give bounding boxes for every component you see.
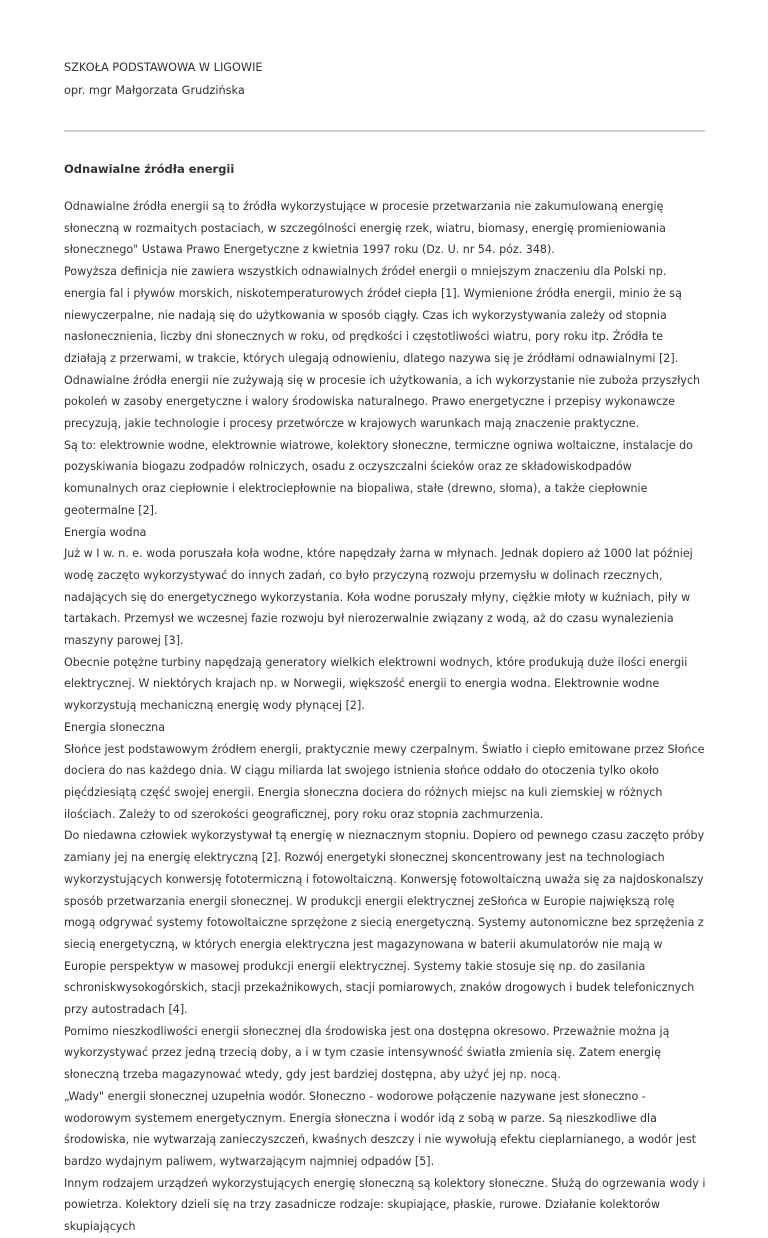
article-body <box>64 196 706 1238</box>
paragraph: Pomimo nieszkodliwości energii słonecznej dla środowiska jest ona dostępna okresowo. Przeważnie można ją wykorzystywać przez jedną trzecią doby, a i w tym czasie intensywność światła zmienia się. Zatem energię słoneczną trzeba magazynować wtedy, gdy jest bardziej dostępna, aby użyć jej np. nocą. <box>64 1024 670 1082</box>
section-heading-energia-sloneczna: Energia słoneczna <box>64 720 166 734</box>
paragraph: Obecnie potężne turbiny napędzają generatory wielkich elektrowni wodnych, które produkują duże ilości energii elektrycznej. W niektórych krajach np. w Norwegii, większość energii to energia wodna. Elektrownie wodne wykorzystują mechaniczną energię wody płynącej [2]. <box>64 655 688 713</box>
document-page <box>64 56 706 1238</box>
paragraph: Powyższa definicja nie zawiera wszystkich odnawialnych źródeł energii o mniejszym znaczeniu dla Polski np. energia fal i pływów morskich, niskotemperaturowych źródeł ciepła [1]. Wymienione źródła energii, minio że są niewyczerpalne, nie nadają się do użytkowania w sposób ciągły. Czas ich wykorzystywania zależy od stopnia nasłonecznienia, liczby dni słonecznych w roku, od prędkości i częstotliwości wiatru, pory roku itp. Źródła te działają z przerwami, w trakcie, których ulegają odnowieniu, dlatego nazywa się je źródłami odnawialnymi [2]. Odnawialne źródła energii nie zużywają się w procesie ich użytkowania, a ich wykorzystanie nie zuboża przyszłych pokoleń w zasoby energetyczne i walory środowiska naturalnego. Prawo energetyczne i przepisy wykonawcze precyzują, jakie technologie i procesy przetwórcze w krajowych warunkach mają znaczenie praktyczne. <box>64 265 701 431</box>
paragraph: Odnawialne źródła energii są to źródła wykorzystujące w procesie przetwarzania nie zakumulowaną energię słoneczną w rozmaitych postaciach, w szczególności energię rzek, wiatru, biomasy, energię promieniowania słonecznego" Ustawa Prawo Energetyczne z kwietnia 1997 roku (Dz. U. nr 54. póz. 348). <box>64 200 666 257</box>
school-name: SZKOŁA PODSTAWOWA W LIGOWIE <box>64 61 263 74</box>
paragraph: „Wady" energii słonecznej uzupełnia wodór. Słoneczno - wodorowe połączenie nazywane jest słoneczno - wodorowym systemem energetycznym. Energia słoneczna i wodór idą z sobą w parze. Są nieszkodliwe dla środowiska, nie wytwarzają zanieczyszczeń, kwaśnych deszczy i nie wywołują efektu cieplarnianego, a wodór jest bardzo wydajnym paliwem, wytwarzającym najmniej odpadów [5]. <box>64 1089 697 1168</box>
article-title: Odnawialne źródła energii <box>64 162 235 176</box>
horizontal-divider <box>64 130 705 132</box>
paragraph: Już w I w. n. e. woda poruszała koła wodne, które napędzały żarna w młynach. Jednak dopiero aż 1000 lat później wodę zaczęto wykorzystywać do innych zadań, co było przyczyną rozwoju przemysłu w dolinach rzecznych, nadających się do energetycznego wykorzystania. Koła wodne poruszały młyny, ciężkie młoty w kuźniach, piły w tartakach. Przemysł we wczesnej fazie rozwoju był nierozerwalnie związany z wodą, aż do czasu wynalezienia maszyny parowej [3]. <box>64 547 693 648</box>
author-line: opr. mgr Małgorzata Grudzińska <box>64 84 245 97</box>
paragraph: Są to: elektrownie wodne, elektrownie wiatrowe, kolektory słoneczne, termiczne ogniwa woltaiczne, instalacje do pozyskiwania biogazu zodpadów rolniczych, osadu z oczyszczalni ścieków oraz ze składowiskodpadów komunalnych oraz ciepłownie i elektrociepłownie na biopaliwa, stałe (drewno, słoma), a także ciepłownie geotermalne [2]. <box>64 438 693 517</box>
paragraph: Słońce jest podstawowym źródłem energii, praktycznie mewy czerpalnym. Światło i ciepło emitowane przez Słońce dociera do nas każdego dnia. W ciągu miliarda lat swojego istnienia słońce oddało do otoczenia tylko około pięćdziesiątą część swojej energii. Energia słoneczna dociera do różnych miejsc na kuli ziemskiej w różnych ilościach. Zależy to od szerokości geograficznej, pory roku oraz stopnia zachmurzenia. <box>64 742 705 821</box>
paragraph: Do niedawna człowiek wykorzystywał tą energię w nieznacznym stopniu. Dopiero od pewnego czasu zaczęto próby zamiany jej na energię elektryczną [2]. Rozwój energetyki słonecznej skoncentrowany jest na technologiach wykorzystujących konwersję fototermiczną i fotowoltaiczną. Konwersję fotowoltaiczną uważa się za najdoskonalszy sposób przetwarzania energii słonecznej. W produkcji energii elektrycznej zeSłońca w Europie największą rolę mogą odgrywać systemy fotowoltaiczne sprzężone z siecią energetyczną. Systemy autonomiczne bez sprzężenia z siecią energetyczną, w których energia elektryczna jest magazynowana w baterii akumulatorów nie mają w Europie perspektyw w masowej produkcji energii elektrycznej. Systemy takie stosuje się np. do zasilania schroniskwysokogórskich, stacji przekaźnikowych, stacji pomiarowych, znaków drogowych i budek telefonicznych przy autostradach [4]. <box>64 829 705 1017</box>
paragraph: Innym rodzajem urządzeń wykorzystujących energię słoneczną są kolektory słoneczne. Służą do ogrzewania wody i powietrza. Kolektory dzieli się na trzy zasadnicze rodzaje: skupiające, płaskie, rurowe. Działanie kolektorów skupiających <box>64 1176 706 1234</box>
section-heading-energia-wodna: Energia wodna <box>64 525 147 539</box>
